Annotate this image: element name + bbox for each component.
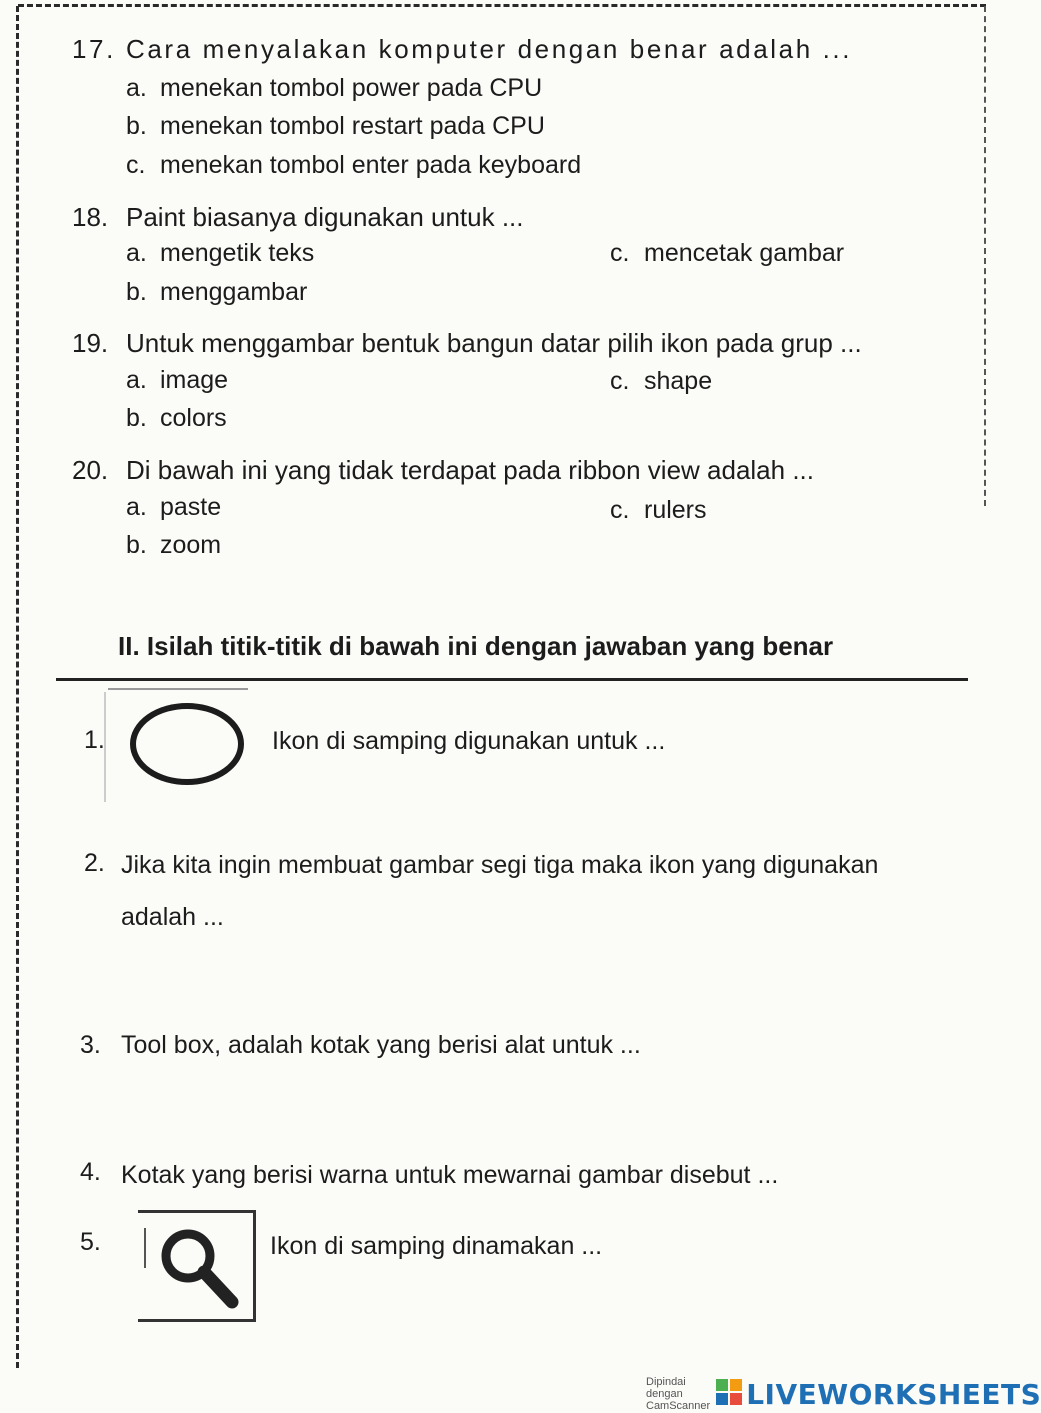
question-17 bbox=[72, 34, 852, 65]
option-text: menggambar bbox=[160, 278, 308, 306]
question-18 bbox=[72, 202, 524, 233]
option-letter: b. bbox=[126, 278, 147, 306]
fill-item-2-number: 2. bbox=[84, 849, 105, 877]
fill-item-1-number: 1. bbox=[84, 726, 105, 754]
option-text: zoom bbox=[160, 531, 222, 559]
question-text: Paint biasanya digunakan untuk ... bbox=[126, 202, 524, 232]
option-letter: c. bbox=[126, 151, 146, 179]
option-letter: a. bbox=[126, 239, 147, 267]
question-number: 19. bbox=[72, 328, 109, 358]
option-text: colors bbox=[160, 404, 227, 432]
fill-item-1-text: Ikon di samping digunakan untuk ... bbox=[272, 727, 666, 755]
fill-item-4-number: 4. bbox=[80, 1158, 101, 1186]
option-20a[interactable] bbox=[126, 493, 221, 522]
question-text: Di bawah ini yang tidak terdapat pada ribbon view adalah ... bbox=[126, 455, 814, 485]
option-19b[interactable] bbox=[126, 404, 227, 433]
option-19c[interactable] bbox=[610, 367, 712, 396]
question-19 bbox=[72, 328, 862, 359]
option-text: menekan tombol power pada CPU bbox=[160, 74, 543, 102]
option-letter: c. bbox=[610, 496, 630, 524]
option-text: image bbox=[160, 366, 229, 394]
section-2-heading: II. Isilah titik-titik di bawah ini dengan jawaban yang benar bbox=[118, 631, 834, 661]
option-letter: b. bbox=[126, 531, 147, 559]
option-17b[interactable] bbox=[126, 112, 545, 141]
fill-item-5-text: Ikon di samping dinamakan ... bbox=[270, 1232, 603, 1260]
option-text: paste bbox=[160, 493, 222, 521]
option-text: shape bbox=[644, 367, 713, 395]
option-19a[interactable] bbox=[126, 366, 228, 395]
option-letter: c. bbox=[610, 367, 630, 395]
option-text: menekan tombol restart pada CPU bbox=[160, 112, 545, 140]
option-letter: a. bbox=[126, 366, 147, 394]
option-17c[interactable] bbox=[126, 151, 581, 180]
brand-name: LIVEWORKSHEETS bbox=[746, 1377, 1041, 1411]
section-divider bbox=[56, 678, 968, 681]
question-20 bbox=[72, 455, 814, 486]
option-text: mencetak gambar bbox=[644, 239, 845, 267]
option-text: menekan tombol enter pada keyboard bbox=[160, 151, 582, 179]
option-text: mengetik teks bbox=[160, 239, 315, 267]
fill-item-5-number: 5. bbox=[80, 1228, 101, 1256]
option-letter: c. bbox=[610, 239, 630, 267]
fill-item-3-number: 3. bbox=[80, 1031, 101, 1059]
liveworksheets-logo-icon bbox=[716, 1379, 742, 1410]
dashed-border-top bbox=[18, 4, 986, 7]
scanner-note: Dipindai dengan CamScanner bbox=[646, 1376, 711, 1412]
option-letter: a. bbox=[126, 493, 147, 521]
option-20b[interactable] bbox=[126, 531, 221, 560]
option-18c[interactable] bbox=[610, 239, 844, 268]
ellipse-icon-frame bbox=[104, 688, 250, 806]
magnifier-icon bbox=[134, 1210, 256, 1322]
dashed-border-right bbox=[984, 6, 986, 506]
fill-item-4-text: Kotak yang berisi warna untuk mewarnai gambar disebut ... bbox=[121, 1161, 779, 1189]
option-18a[interactable] bbox=[126, 239, 314, 268]
question-text: Cara menyalakan komputer dengan benar adalah ... bbox=[126, 34, 853, 64]
option-20c[interactable] bbox=[610, 496, 707, 525]
question-number: 17. bbox=[72, 34, 116, 64]
dashed-border-left bbox=[16, 6, 19, 1368]
fill-item-3-text: Tool box, adalah kotak yang berisi alat untuk ... bbox=[121, 1031, 641, 1059]
option-17a[interactable] bbox=[126, 74, 542, 103]
footer bbox=[646, 1378, 1041, 1410]
option-text: rulers bbox=[644, 496, 707, 524]
ellipse-icon bbox=[104, 688, 250, 806]
option-letter: b. bbox=[126, 404, 147, 432]
question-number: 18. bbox=[72, 202, 109, 232]
option-letter: b. bbox=[126, 112, 147, 140]
magnifier-icon-frame bbox=[134, 1210, 256, 1322]
fill-item-2-line2: adalah ... bbox=[121, 903, 224, 931]
option-letter: a. bbox=[126, 74, 147, 102]
question-number: 20. bbox=[72, 455, 109, 485]
question-text: Untuk menggambar bentuk bangun datar pilih ikon pada grup ... bbox=[126, 328, 862, 358]
fill-item-2-line1: Jika kita ingin membuat gambar segi tiga maka ikon yang digunakan bbox=[121, 851, 879, 879]
option-18b[interactable] bbox=[126, 278, 307, 307]
